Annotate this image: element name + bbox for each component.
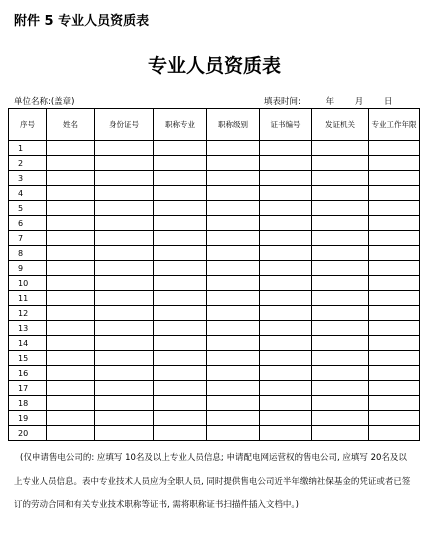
row-index: 10	[9, 276, 47, 291]
unit-name-label: 单位名称:(盖章)	[14, 97, 75, 107]
table-cell[interactable]	[207, 366, 260, 381]
row-index: 9	[9, 261, 47, 276]
table-cell[interactable]	[312, 246, 369, 261]
table-row	[9, 381, 420, 396]
personnel-table	[8, 108, 420, 441]
table-row	[9, 246, 420, 261]
row-index: 15	[9, 351, 47, 366]
row-index: 4	[9, 186, 47, 201]
row-index: 20	[9, 426, 47, 441]
header-title-major: 职称专业	[154, 109, 207, 141]
table-cell[interactable]	[95, 276, 154, 291]
table-cell[interactable]	[312, 261, 369, 276]
table-cell[interactable]	[207, 246, 260, 261]
table-cell[interactable]	[95, 156, 154, 171]
table-cell[interactable]	[47, 381, 95, 396]
row-index: 3	[9, 171, 47, 186]
table-cell[interactable]	[369, 276, 420, 291]
table-cell[interactable]	[154, 171, 207, 186]
table-row	[9, 366, 420, 381]
table-cell[interactable]	[260, 381, 312, 396]
table-cell[interactable]	[369, 186, 420, 201]
table-row	[9, 216, 420, 231]
table-cell[interactable]	[369, 381, 420, 396]
table-cell[interactable]	[369, 366, 420, 381]
table-cell[interactable]	[154, 291, 207, 306]
table-cell[interactable]	[312, 426, 369, 441]
table-cell[interactable]	[154, 411, 207, 426]
table-cell[interactable]	[95, 246, 154, 261]
table-cell[interactable]	[95, 351, 154, 366]
fill-date	[264, 95, 393, 107]
table-cell[interactable]	[154, 186, 207, 201]
table-cell[interactable]	[369, 141, 420, 156]
table-cell[interactable]	[47, 411, 95, 426]
table-cell[interactable]	[207, 351, 260, 366]
table-cell[interactable]	[369, 156, 420, 171]
year-label: 年	[325, 97, 335, 107]
table-cell[interactable]	[207, 231, 260, 246]
table-cell[interactable]	[95, 171, 154, 186]
table-cell[interactable]	[369, 396, 420, 411]
annex-title: 附件 5 专业人员资质表	[14, 14, 150, 29]
table-cell[interactable]	[260, 426, 312, 441]
table-cell[interactable]	[95, 411, 154, 426]
header-id-number: 身份证号	[95, 109, 154, 141]
table-cell[interactable]	[207, 276, 260, 291]
table-row	[9, 186, 420, 201]
table-cell[interactable]	[47, 261, 95, 276]
row-index: 6	[9, 216, 47, 231]
instruction-note: (仅申请售电公司的: 应填写 10名及以上专业人员信息; 申请配电网运营权的售电公司, 应填写 20名及以上专业人员信息。表中专业技术人员应为全职人员, 同时提供售电公司近半年缴纳社保基金的凭证或者已签订的劳动合同和有关专业技术职称等证书, 需将职称证书扫描件插入文档中。)	[14, 453, 411, 510]
table-cell[interactable]	[47, 141, 95, 156]
table-cell[interactable]	[47, 201, 95, 216]
table-cell[interactable]	[260, 216, 312, 231]
table-cell[interactable]	[47, 186, 95, 201]
header-certificate-number: 证书编号	[260, 109, 312, 141]
table-cell[interactable]	[369, 201, 420, 216]
row-index: 8	[9, 246, 47, 261]
table-cell[interactable]	[47, 426, 95, 441]
table-cell[interactable]	[312, 366, 369, 381]
table-cell[interactable]	[369, 246, 420, 261]
table-cell[interactable]	[154, 351, 207, 366]
table-cell[interactable]	[207, 396, 260, 411]
table-cell[interactable]	[260, 171, 312, 186]
table-cell[interactable]	[369, 321, 420, 336]
table-cell[interactable]	[154, 381, 207, 396]
table-row	[9, 231, 420, 246]
table-cell[interactable]	[154, 276, 207, 291]
table-cell[interactable]	[260, 336, 312, 351]
table-cell[interactable]	[207, 261, 260, 276]
table-cell[interactable]	[95, 216, 154, 231]
header-index: 序号	[9, 109, 47, 141]
table-cell[interactable]	[95, 336, 154, 351]
table-cell[interactable]	[207, 156, 260, 171]
table-cell[interactable]	[154, 426, 207, 441]
table-cell[interactable]	[95, 201, 154, 216]
table-cell[interactable]	[312, 231, 369, 246]
table-cell[interactable]	[47, 291, 95, 306]
table-cell[interactable]	[369, 306, 420, 321]
row-index: 18	[9, 396, 47, 411]
table-cell[interactable]	[154, 261, 207, 276]
table-cell[interactable]	[47, 351, 95, 366]
table-cell[interactable]	[260, 366, 312, 381]
table-cell[interactable]	[312, 171, 369, 186]
table-row	[9, 306, 420, 321]
table-cell[interactable]	[369, 351, 420, 366]
table-cell[interactable]	[260, 246, 312, 261]
row-index: 12	[9, 306, 47, 321]
table-cell[interactable]	[369, 426, 420, 441]
table-cell[interactable]	[207, 411, 260, 426]
table-cell[interactable]	[95, 306, 154, 321]
table-cell[interactable]	[260, 231, 312, 246]
table-header-row	[9, 109, 420, 141]
table-cell[interactable]	[369, 411, 420, 426]
row-index: 17	[9, 381, 47, 396]
table-cell[interactable]	[312, 321, 369, 336]
table-cell[interactable]	[154, 246, 207, 261]
table-cell[interactable]	[95, 261, 154, 276]
table-cell[interactable]	[47, 336, 95, 351]
table-cell[interactable]	[312, 381, 369, 396]
row-index: 19	[9, 411, 47, 426]
table-cell[interactable]	[312, 336, 369, 351]
table-cell[interactable]	[47, 321, 95, 336]
table-row	[9, 321, 420, 336]
table-cell[interactable]	[207, 426, 260, 441]
table-cell[interactable]	[369, 261, 420, 276]
header-work-years: 专业工作年限	[369, 109, 420, 141]
table-cell[interactable]	[154, 141, 207, 156]
table-cell[interactable]	[95, 291, 154, 306]
table-cell[interactable]	[154, 306, 207, 321]
table-row	[9, 396, 420, 411]
table-row	[9, 426, 420, 441]
table-cell[interactable]	[260, 306, 312, 321]
row-index: 1	[9, 141, 47, 156]
table-cell[interactable]	[207, 336, 260, 351]
table-cell[interactable]	[312, 216, 369, 231]
table-cell[interactable]	[312, 141, 369, 156]
table-row	[9, 141, 420, 156]
table-cell[interactable]	[369, 216, 420, 231]
table-cell[interactable]	[260, 261, 312, 276]
table-cell[interactable]	[260, 321, 312, 336]
table-cell[interactable]	[369, 171, 420, 186]
table-cell[interactable]	[47, 366, 95, 381]
row-index: 16	[9, 366, 47, 381]
table-cell[interactable]	[47, 306, 95, 321]
header-issuing-authority: 发证机关	[312, 109, 369, 141]
table-cell[interactable]	[95, 321, 154, 336]
table-row	[9, 291, 420, 306]
header-title-level: 职称级别	[207, 109, 260, 141]
table-cell[interactable]	[207, 381, 260, 396]
table-row	[9, 351, 420, 366]
row-index: 5	[9, 201, 47, 216]
table-cell[interactable]	[207, 291, 260, 306]
table-cell[interactable]	[47, 276, 95, 291]
table-cell[interactable]	[369, 231, 420, 246]
table-cell[interactable]	[207, 216, 260, 231]
table-cell[interactable]	[95, 186, 154, 201]
table-cell[interactable]	[260, 186, 312, 201]
table-cell[interactable]	[154, 321, 207, 336]
table-cell[interactable]	[47, 396, 95, 411]
table-cell[interactable]	[260, 291, 312, 306]
table-cell[interactable]	[95, 231, 154, 246]
table-row	[9, 201, 420, 216]
table-cell[interactable]	[312, 201, 369, 216]
table-body	[9, 141, 420, 441]
header-name: 姓名	[47, 109, 95, 141]
table-cell[interactable]	[95, 381, 154, 396]
table-cell[interactable]	[95, 396, 154, 411]
table-cell[interactable]	[207, 171, 260, 186]
table-cell[interactable]	[312, 186, 369, 201]
table-cell[interactable]	[369, 336, 420, 351]
table-cell[interactable]	[260, 201, 312, 216]
document-title: 专业人员资质表	[147, 55, 281, 77]
table-cell[interactable]	[154, 366, 207, 381]
table-row	[9, 411, 420, 426]
table-row	[9, 336, 420, 351]
table-row	[9, 171, 420, 186]
table-cell[interactable]	[207, 321, 260, 336]
table-cell[interactable]	[260, 351, 312, 366]
table-cell[interactable]	[154, 216, 207, 231]
table-cell[interactable]	[95, 426, 154, 441]
table-cell[interactable]	[312, 411, 369, 426]
table-cell[interactable]	[47, 231, 95, 246]
fill-date-label: 填表时间:	[264, 97, 301, 107]
month-label: 月	[354, 97, 364, 107]
table-cell[interactable]	[47, 216, 95, 231]
row-index: 13	[9, 321, 47, 336]
table-cell[interactable]	[154, 231, 207, 246]
table-cell[interactable]	[154, 396, 207, 411]
table-cell[interactable]	[154, 201, 207, 216]
row-index: 14	[9, 336, 47, 351]
table-cell[interactable]	[95, 366, 154, 381]
row-index: 11	[9, 291, 47, 306]
table-cell[interactable]	[312, 291, 369, 306]
table-cell[interactable]	[95, 141, 154, 156]
table-cell[interactable]	[154, 336, 207, 351]
table-row	[9, 156, 420, 171]
table-cell[interactable]	[260, 411, 312, 426]
table-row	[9, 261, 420, 276]
table-cell[interactable]	[47, 156, 95, 171]
row-index: 7	[9, 231, 47, 246]
table-cell[interactable]	[207, 201, 260, 216]
table-cell[interactable]	[207, 186, 260, 201]
table-cell[interactable]	[154, 156, 207, 171]
table-cell[interactable]	[260, 141, 312, 156]
table-cell[interactable]	[207, 141, 260, 156]
table-cell[interactable]	[260, 156, 312, 171]
table-cell[interactable]	[312, 156, 369, 171]
row-index: 2	[9, 156, 47, 171]
table-cell[interactable]	[312, 351, 369, 366]
table-cell[interactable]	[260, 396, 312, 411]
table-cell[interactable]	[47, 246, 95, 261]
table-cell[interactable]	[207, 306, 260, 321]
table-cell[interactable]	[312, 306, 369, 321]
day-label: 日	[384, 97, 393, 107]
table-cell[interactable]	[260, 276, 312, 291]
table-cell[interactable]	[47, 171, 95, 186]
table-row	[9, 276, 420, 291]
table-cell[interactable]	[369, 291, 420, 306]
table-cell[interactable]	[312, 396, 369, 411]
table-cell[interactable]	[312, 276, 369, 291]
